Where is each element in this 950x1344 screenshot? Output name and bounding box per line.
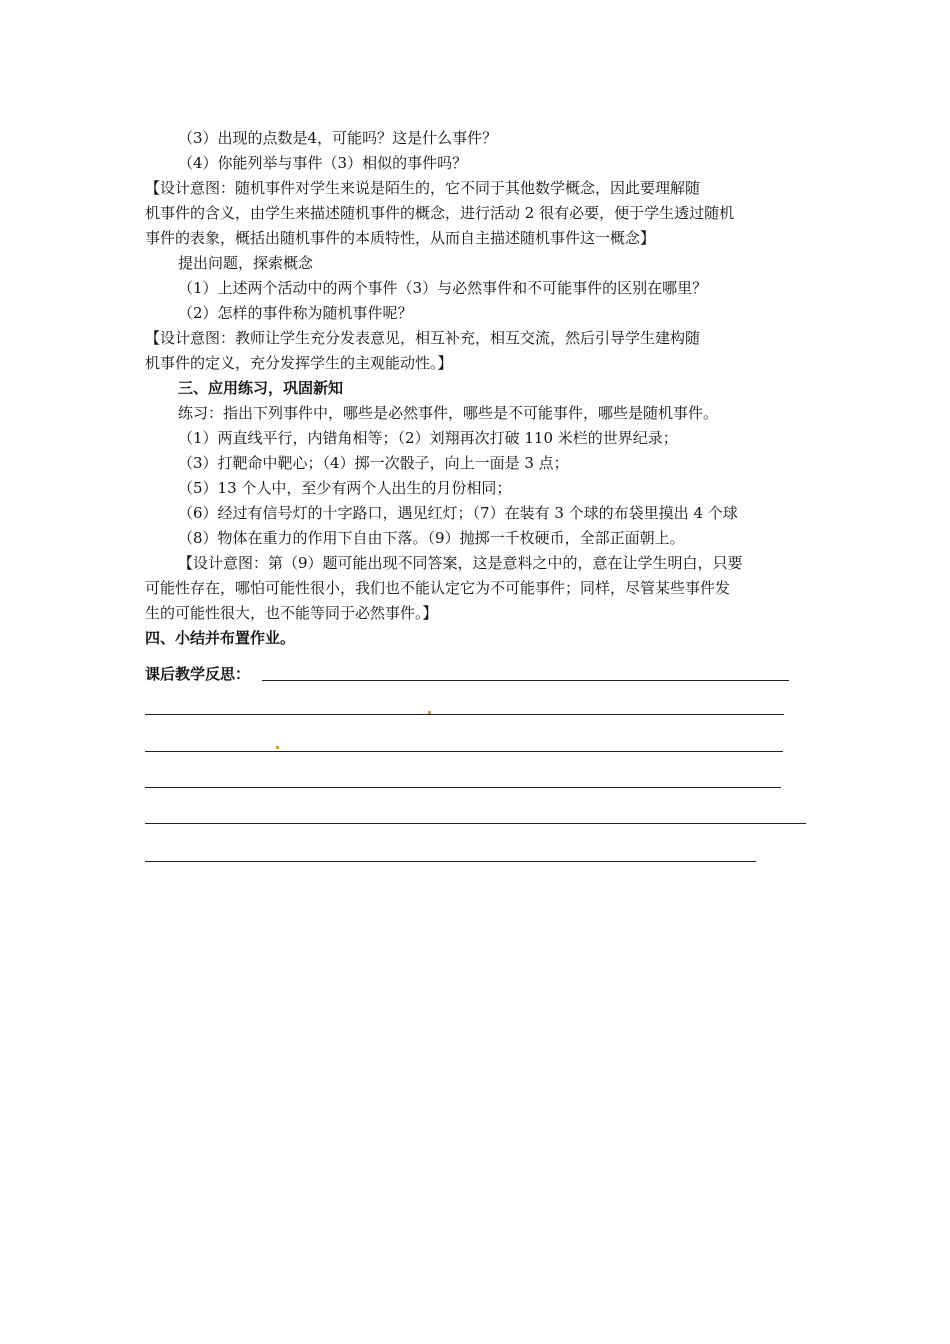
design-intent-2-line-2: 机事件的定义，充分发挥学生的主观能动性。】 — [145, 354, 453, 372]
scan-speck — [428, 711, 431, 714]
section-heading-4: 四、小结并布置作业。 — [145, 629, 296, 647]
reflection-blank-line-4 — [145, 787, 781, 788]
design-intent-3-line-2: 可能性存在，哪怕可能性很小，我们也不能认定它为不可能事件；同样，尽管某些事件发 — [145, 579, 731, 597]
design-intent-2-line-1: 【设计意图：教师让学生充分发表意见，相互补充，相互交流，然后引导学生建构随 — [145, 329, 701, 347]
reflection-blank-line-2 — [145, 714, 784, 715]
exercise-items-1-2: （1）两直线平行，内错角相等；（2）刘翔再次打破 110 米栏的世界纪录； — [178, 429, 678, 447]
exercise-item-5: （5）13 个人中，至少有两个人出生的月份相同； — [178, 479, 512, 497]
exercise-items-6-7: （6）经过有信号灯的十字路口，遇见红灯；（7）在装有 3 个球的布袋里摸出 4 个球 — [178, 504, 738, 522]
design-intent-1-line-1: 【设计意图：随机事件对学生来说是陌生的，它不同于其他数学概念，因此要理解随 — [145, 179, 701, 197]
design-intent-3-line-1: 【设计意图：第（9）题可能出现不同答案，这是意料之中的，意在让学生明白，只要 — [178, 554, 743, 572]
exercise-items-3-4: （3）打靶命中靶心；（4）掷一次骰子，向上一面是 3 点； — [178, 454, 569, 472]
scan-speck — [276, 746, 279, 749]
reflection-blank-line-6 — [145, 861, 756, 862]
subheading-explore-concept: 提出问题，探索概念 — [178, 254, 314, 272]
reflection-blank-line-1 — [262, 680, 789, 681]
exercise-intro: 练习：指出下列事件中，哪些是必然事件，哪些是不可能事件，哪些是随机事件。 — [178, 404, 719, 422]
concept-question-2: （2）怎样的事件称为随机事件呢？ — [178, 304, 413, 322]
reflection-blank-line-5 — [145, 823, 806, 824]
design-intent-1-line-2: 机事件的含义，由学生来描述随机事件的概念，进行活动 2 很有必要，便于学生透过随机 — [145, 204, 735, 222]
question-4: （4）你能列举与事件（3）相似的事件吗？ — [178, 154, 468, 172]
design-intent-1-line-3: 事件的表象，概括出随机事件的本质特性，从而自主描述随机事件这一概念】 — [145, 229, 656, 247]
section-heading-3: 三、应用练习，巩固新知 — [178, 379, 344, 397]
reflection-blank-line-3 — [145, 751, 783, 752]
exercise-items-8-9: （8）物体在重力的作用下自由下落。（9）抛掷一千枚硬币，全部正面朝上。 — [178, 529, 685, 547]
question-3: （3）出现的点数是4，可能吗？这是什么事件？ — [178, 129, 498, 147]
design-intent-3-line-3: 生的可能性很大，也不能等同于必然事件。】 — [145, 604, 438, 622]
concept-question-1: （1）上述两个活动中的两个事件（3）与必然事件和不可能事件的区别在哪里？ — [178, 279, 708, 297]
reflection-label: 课后教学反思： — [145, 665, 251, 683]
